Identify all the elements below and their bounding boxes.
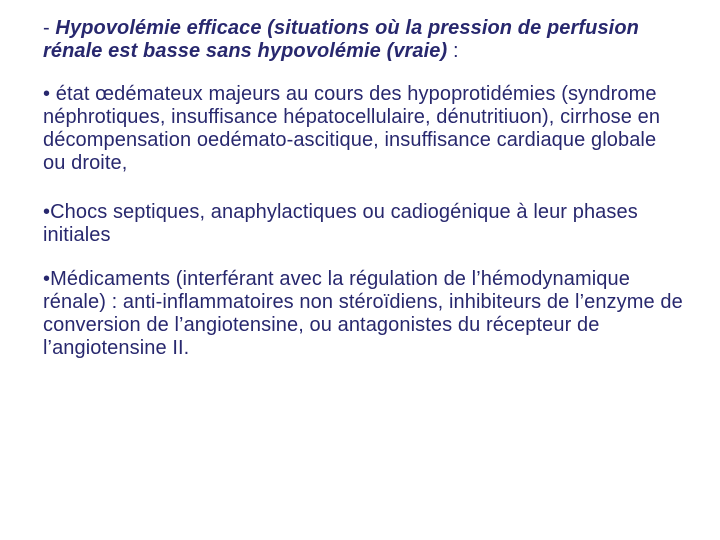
heading-prefix: - [43, 17, 56, 39]
slide-content [43, 17, 683, 384]
heading-suffix: : [447, 40, 459, 62]
heading-emphasis: Hypovolémie efficace (situations où la pression de perfusion rénale est basse sans hypovolémie (vraie) [43, 17, 639, 62]
bullet-medications: •Médicaments (interférant avec la régulation de l’hémodynamique rénale) : anti-inflammatoires non stéroïdiens, inhibiteurs de l’enzyme de conversion de l’angiotensine, ou antagonistes du récepteur de l’angiotensine II. [43, 268, 683, 359]
section-heading [43, 17, 683, 63]
bullet-shocks: •Chocs septiques, anaphylactiques ou cadiogénique à leur phases initiales [43, 201, 638, 246]
bullet-oedematous-states: • état œdémateux majeurs au cours des hypoprotidémies (syndrome néphrotiques, insuffisance hépatocellulaire, dénutritiuon), cirrhose en décompensation oedémato-ascitique, insuffisance cardiaque globale ou droite, [43, 83, 661, 174]
